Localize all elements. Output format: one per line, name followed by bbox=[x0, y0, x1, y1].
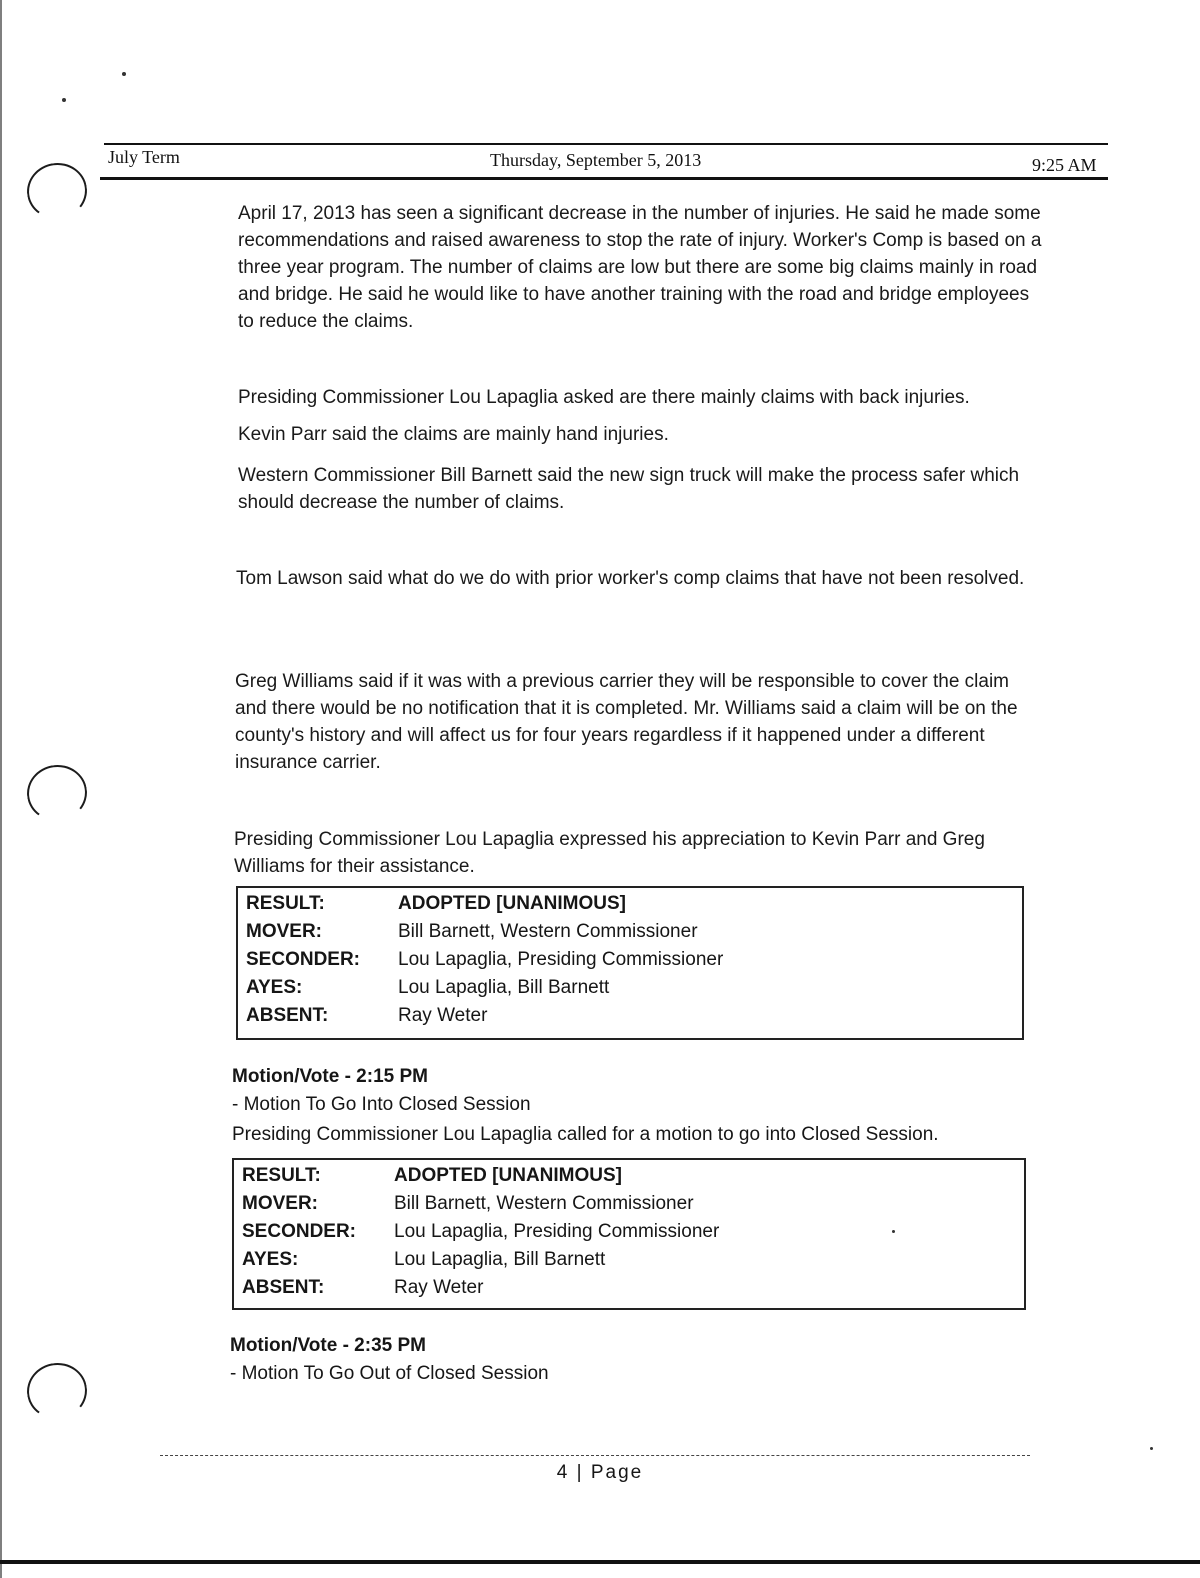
vote-result-table bbox=[232, 1158, 1026, 1310]
vote-row-absent bbox=[234, 1274, 1024, 1302]
vote-row-result bbox=[238, 890, 1022, 918]
vote-absent-value: Ray Weter bbox=[394, 1277, 484, 1298]
vote-label: MOVER: bbox=[246, 921, 322, 942]
vote-mover-value: Bill Barnett, Western Commissioner bbox=[398, 921, 698, 942]
punch-hole bbox=[23, 159, 90, 223]
vote-mover-value: Bill Barnett, Western Commissioner bbox=[394, 1193, 694, 1214]
vote-label: ABSENT: bbox=[242, 1277, 325, 1298]
paragraph-barnett-comment: Western Commissioner Bill Barnett said the new sign truck will make the process safer which should decrease the number of claims. bbox=[238, 465, 1020, 513]
vote-row-mover bbox=[234, 1190, 1024, 1218]
paragraph-appreciation: Presiding Commissioner Lou Lapaglia expressed his appreciation to Kevin Parr and Greg Williams for their assistance. bbox=[234, 829, 985, 877]
paragraph-williams-answer: Greg Williams said if it was with a previous carrier they will be responsible to cover the claim and there would be no notification that it is completed. Mr. Williams said a claim will be on the county's history and will affect us for four years regardless if it happened under a different insurance carrier. bbox=[235, 671, 1018, 773]
scan-speck bbox=[122, 72, 126, 76]
scan-bottom-edge bbox=[0, 1560, 1200, 1564]
motion-heading: Motion/Vote - 2:35 PM bbox=[230, 1335, 426, 1356]
vote-row-mover bbox=[238, 918, 1022, 946]
vote-row-seconder bbox=[234, 1218, 1024, 1246]
vote-label: RESULT: bbox=[246, 893, 325, 914]
vote-row-ayes bbox=[234, 1246, 1024, 1274]
vote-row-absent bbox=[238, 1002, 1022, 1030]
motion-item: - Motion To Go Into Closed Session bbox=[232, 1094, 531, 1115]
header-term: July Term bbox=[108, 147, 180, 167]
motion-item: - Motion To Go Out of Closed Session bbox=[230, 1363, 549, 1384]
vote-label: RESULT: bbox=[242, 1165, 321, 1186]
paragraph-injury-summary: April 17, 2013 has seen a significant decrease in the number of injuries. He said he made some recommendations and raised awareness to stop the rate of injury. Worker's Comp is based on a three year program. The number of claims are low but there are some big claims mainly in road and bridge. He said he would like to have another training with the road and bridge employees to reduce the claims. bbox=[238, 203, 1042, 332]
vote-label: AYES: bbox=[246, 977, 303, 998]
paragraph-lapaglia-question: Presiding Commissioner Lou Lapaglia asked are there mainly claims with back injuries. bbox=[238, 387, 970, 408]
vote-result-value: ADOPTED [UNANIMOUS] bbox=[398, 893, 626, 914]
vote-result-value: ADOPTED [UNANIMOUS] bbox=[394, 1165, 622, 1186]
motion-heading: Motion/Vote - 2:15 PM bbox=[232, 1066, 428, 1087]
header-time: 9:25 AM bbox=[1032, 155, 1097, 175]
vote-ayes-value: Lou Lapaglia, Bill Barnett bbox=[394, 1249, 606, 1270]
vote-row-seconder bbox=[238, 946, 1022, 974]
vote-label: SECONDER: bbox=[242, 1221, 357, 1242]
scan-speck bbox=[1150, 1447, 1153, 1450]
vote-row-result bbox=[234, 1162, 1024, 1190]
paragraph-lawson-question: Tom Lawson said what do we do with prior worker's comp claims that have not been resolved. bbox=[236, 568, 1025, 589]
vote-seconder-value: Lou Lapaglia, Presiding Commissioner bbox=[394, 1221, 720, 1242]
footer-rule bbox=[160, 1455, 1030, 1456]
header-top-rule bbox=[104, 143, 1108, 145]
scan-speck bbox=[62, 98, 66, 102]
header-bottom-rule bbox=[100, 177, 1108, 180]
page-number: 4 | Page bbox=[556, 1462, 644, 1483]
punch-hole bbox=[23, 1359, 90, 1423]
motion-description: Presiding Commissioner Lou Lapaglia called for a motion to go into Closed Session. bbox=[232, 1124, 939, 1145]
vote-label: AYES: bbox=[242, 1249, 299, 1270]
header-date: Thursday, September 5, 2013 bbox=[490, 150, 702, 170]
vote-result-table bbox=[236, 886, 1024, 1040]
vote-row-ayes bbox=[238, 974, 1022, 1002]
vote-label: MOVER: bbox=[242, 1193, 318, 1214]
punch-hole bbox=[23, 761, 90, 825]
scan-edge bbox=[0, 0, 2, 1578]
vote-ayes-value: Lou Lapaglia, Bill Barnett bbox=[398, 977, 610, 998]
vote-label: SECONDER: bbox=[246, 949, 361, 970]
vote-label: ABSENT: bbox=[246, 1005, 329, 1026]
paragraph-parr-answer: Kevin Parr said the claims are mainly hand injuries. bbox=[238, 424, 669, 445]
vote-absent-value: Ray Weter bbox=[398, 1005, 488, 1026]
vote-seconder-value: Lou Lapaglia, Presiding Commissioner bbox=[398, 949, 724, 970]
